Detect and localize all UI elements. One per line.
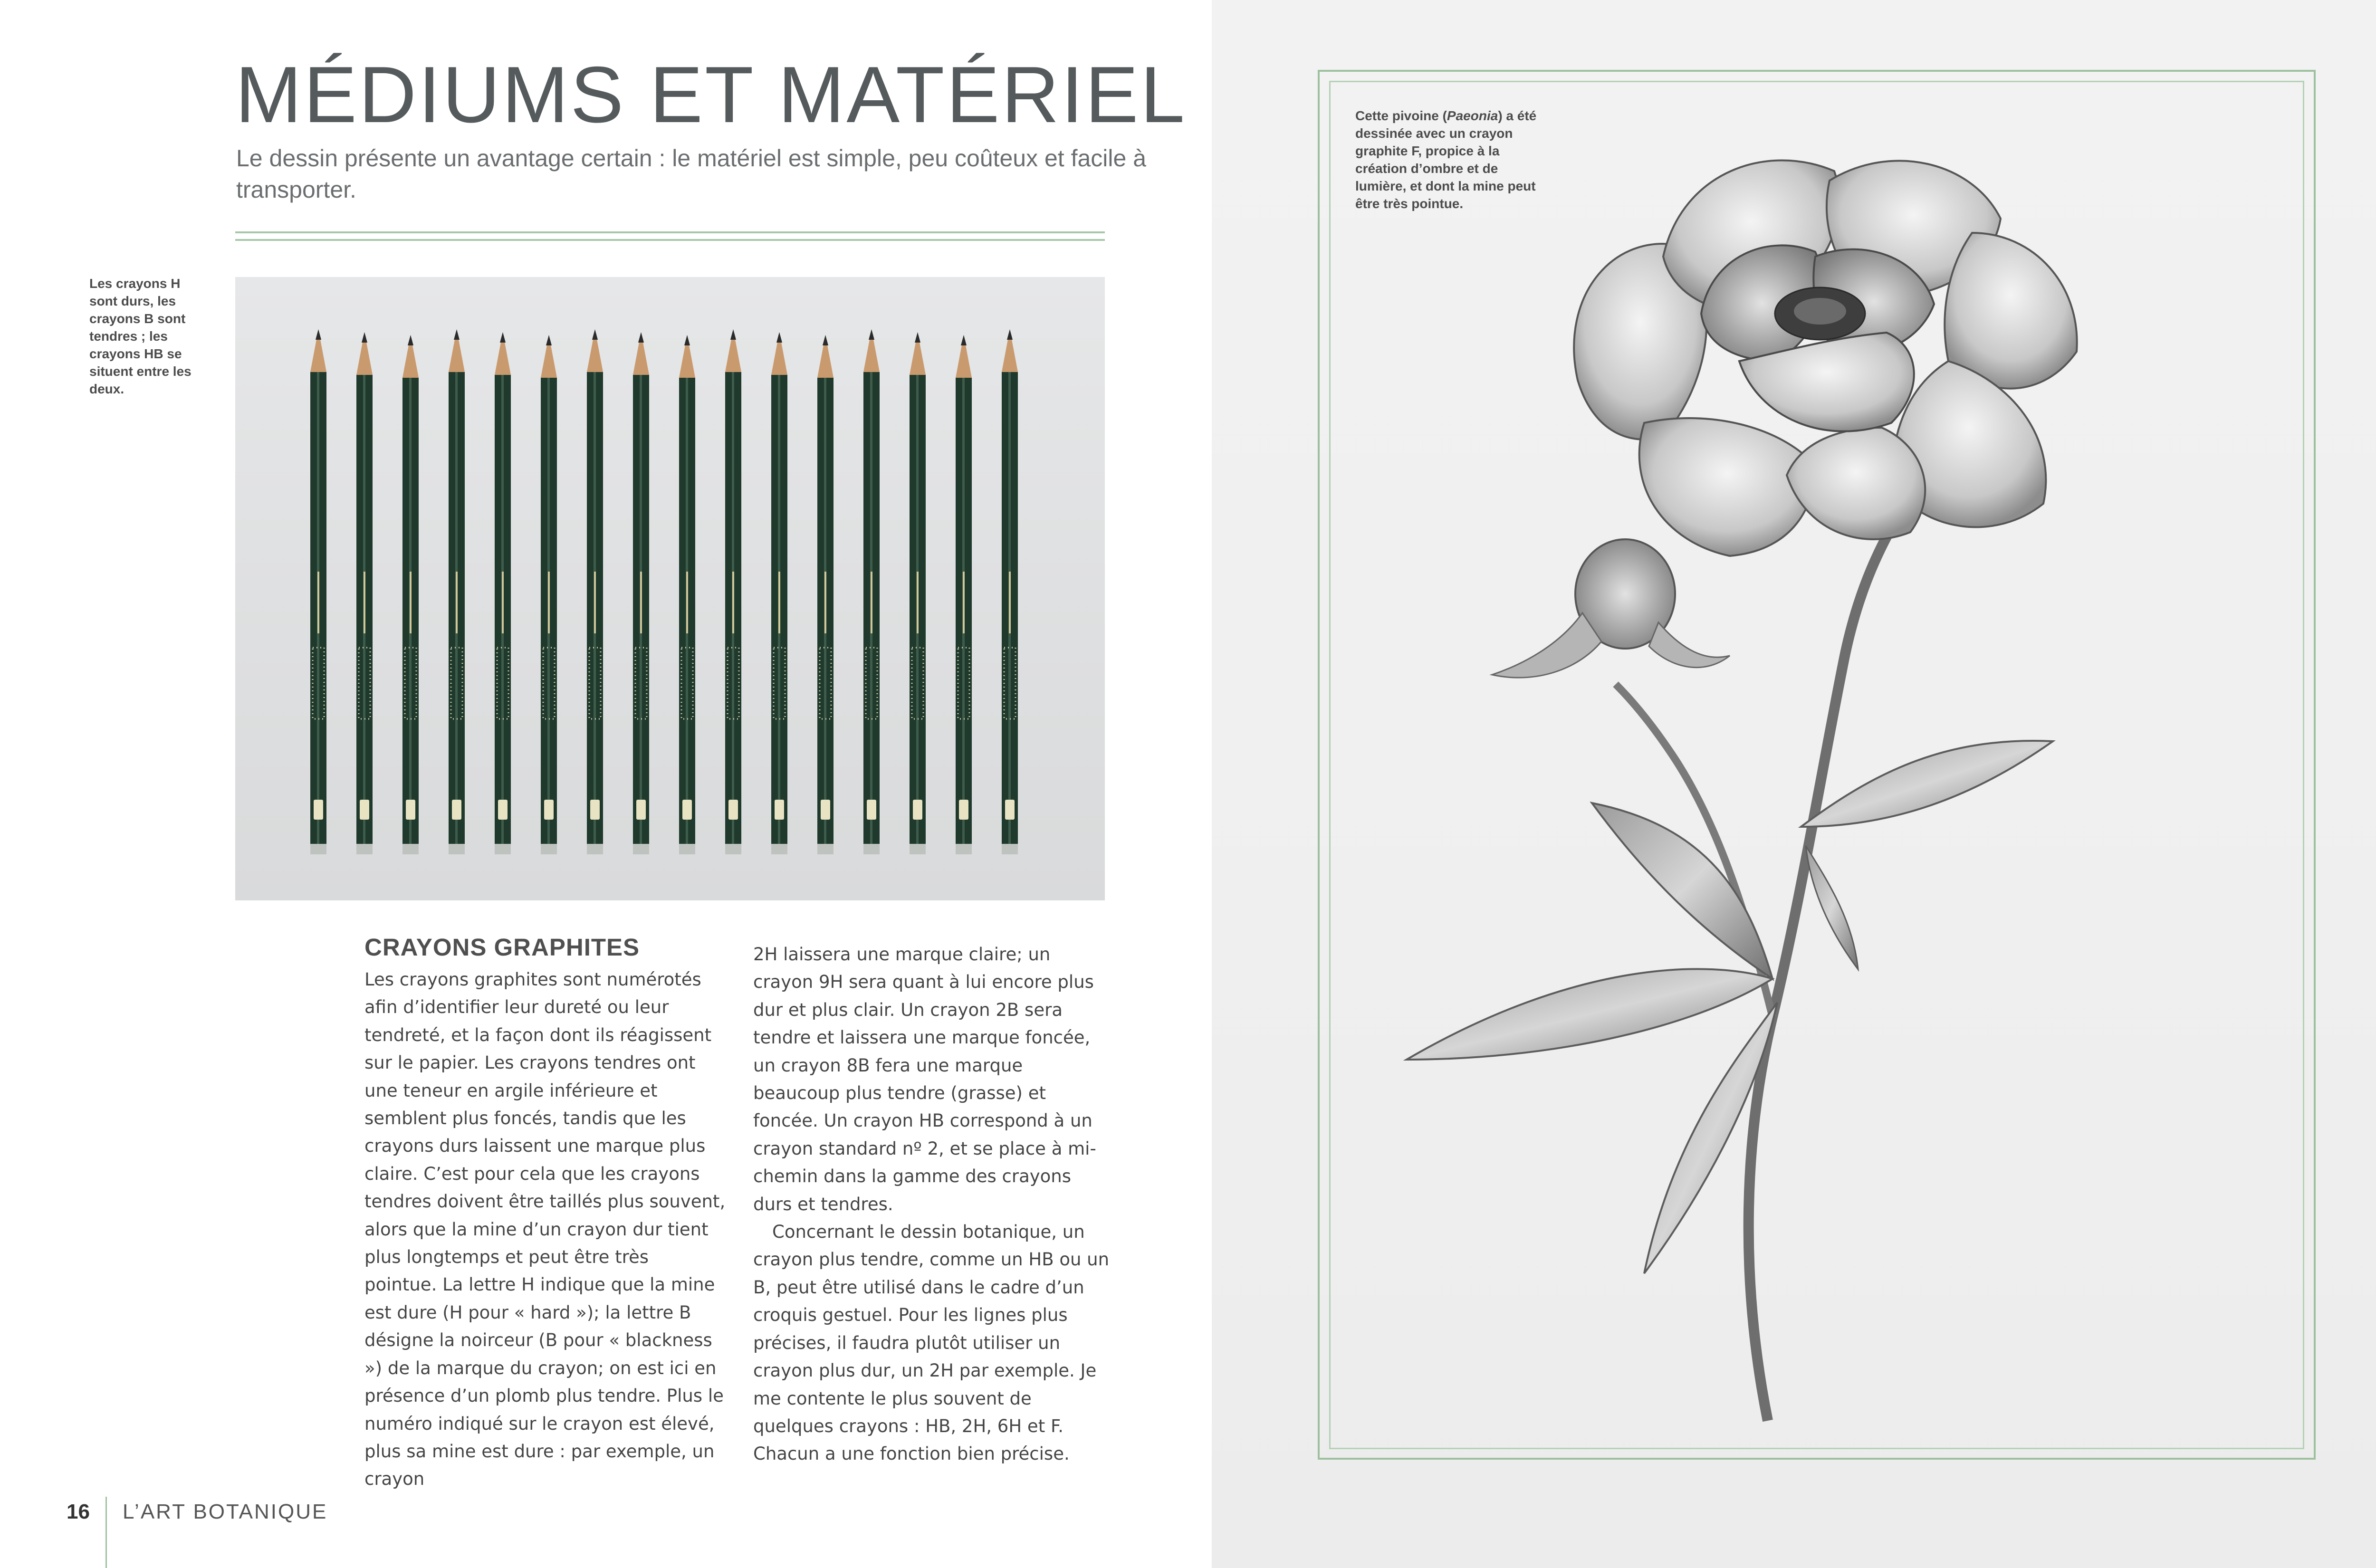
pencil	[725, 329, 741, 854]
pencil	[1002, 329, 1018, 854]
pencil	[679, 335, 695, 854]
column2-paragraph-2: Concernant le dessin botanique, un crayon plus tendre, comme un HB ou un B, peut être utilisé dans le cadre d’un croquis gestuel. Pour les lignes plus précises, il faudra plutôt utiliser un crayon plus dur, un 2H par exemple. Je me contente le plus souvent de quelques crayons : HB, 2H, 6H et F. Chacun a une fonction bien précise.	[753, 1222, 1110, 1464]
pencil	[587, 329, 603, 854]
pencil	[449, 329, 465, 854]
pencil	[817, 335, 834, 854]
bud-sepal-left	[1492, 613, 1601, 678]
pencil	[863, 329, 880, 854]
bud-sepal-right	[1649, 622, 1730, 668]
pencil	[310, 329, 326, 854]
pencil	[956, 335, 972, 854]
pencil	[495, 332, 511, 854]
pencil	[402, 335, 419, 854]
page-subtitle: Le dessin présente un avantage certain : le matériel est simple, peu coûteux et facile à transporter.	[236, 145, 1147, 203]
drawing-caption: Cette pivoine (Paeonia) a été dessinée avec un crayon graphite F, propice à la création d’ombre et de lumière, et dont la mine peut être très pointue.	[1355, 108, 1537, 211]
footer-divider	[105, 1497, 107, 1568]
leaf-upper-left	[1592, 803, 1772, 979]
peony-bloom	[1574, 161, 2077, 556]
pencil	[633, 332, 649, 854]
pencil	[771, 332, 787, 854]
column2-paragraph-1: 2H laissera une marque claire; un crayon 9H sera quant à lui encore plus dur et plus clair. Un crayon 2B sera tendre et laissera une marque foncée, un crayon 8B fera une marque beaucoup plus tendre (grasse) et foncée. Un crayon HB correspond à un crayon standard nº 2, et se place à mi-chemin dans la gamme des crayons durs et tendres.	[753, 944, 1096, 1214]
leaf-right	[1801, 741, 2053, 827]
pencil	[356, 332, 373, 854]
column1-paragraph: Les crayons graphites sont numérotés afin d’identifier leur dureté ou leur tendreté, et la façon dont ils réagissent sur le papier. Les crayons tendres ont une teneur en argile inférieure et semblent plus foncés, tandis que les crayons durs laissent une marque plus claire. C’est pour cela que les crayons tendres doivent être taillés plus souvent, alors que la mine d’un crayon dur tient plus longtemps et peut être très pointue. La lettre H indique que la mine est dure (H pour « hard »); la lettre B désigne la noirceur (B pour « blackness ») de la marque du crayon; on est ici en présence d’un plomb plus tendre. Plus le numéro indiqué sur le crayon est élevé, plus sa mine est dure : par exemple, un crayon	[364, 969, 726, 1490]
stem	[1749, 504, 1906, 1421]
pencils-caption: Les crayons H sont durs, les crayons B sont tendres ; les crayons HB se situent entre les deux.	[89, 276, 192, 396]
page-number: 16	[67, 1500, 90, 1523]
pencils-illustration	[235, 277, 1105, 900]
running-title: L’ART BOTANIQUE	[123, 1500, 328, 1523]
rule-bottom	[235, 239, 1105, 241]
section-heading: CRAYONS GRAPHITES	[364, 934, 640, 961]
pencil	[541, 335, 557, 854]
pencil	[910, 332, 926, 854]
text-column-1	[364, 966, 726, 1493]
rule-top	[235, 231, 1105, 233]
leaf-small	[1806, 846, 1858, 969]
page-title: MÉDIUMS ET MATÉRIEL	[235, 50, 1187, 139]
leaf-left	[1407, 969, 1772, 1060]
pencils-photo	[235, 277, 1105, 900]
text-column-2	[753, 941, 1114, 1468]
peony-drawing	[1378, 114, 2257, 1444]
